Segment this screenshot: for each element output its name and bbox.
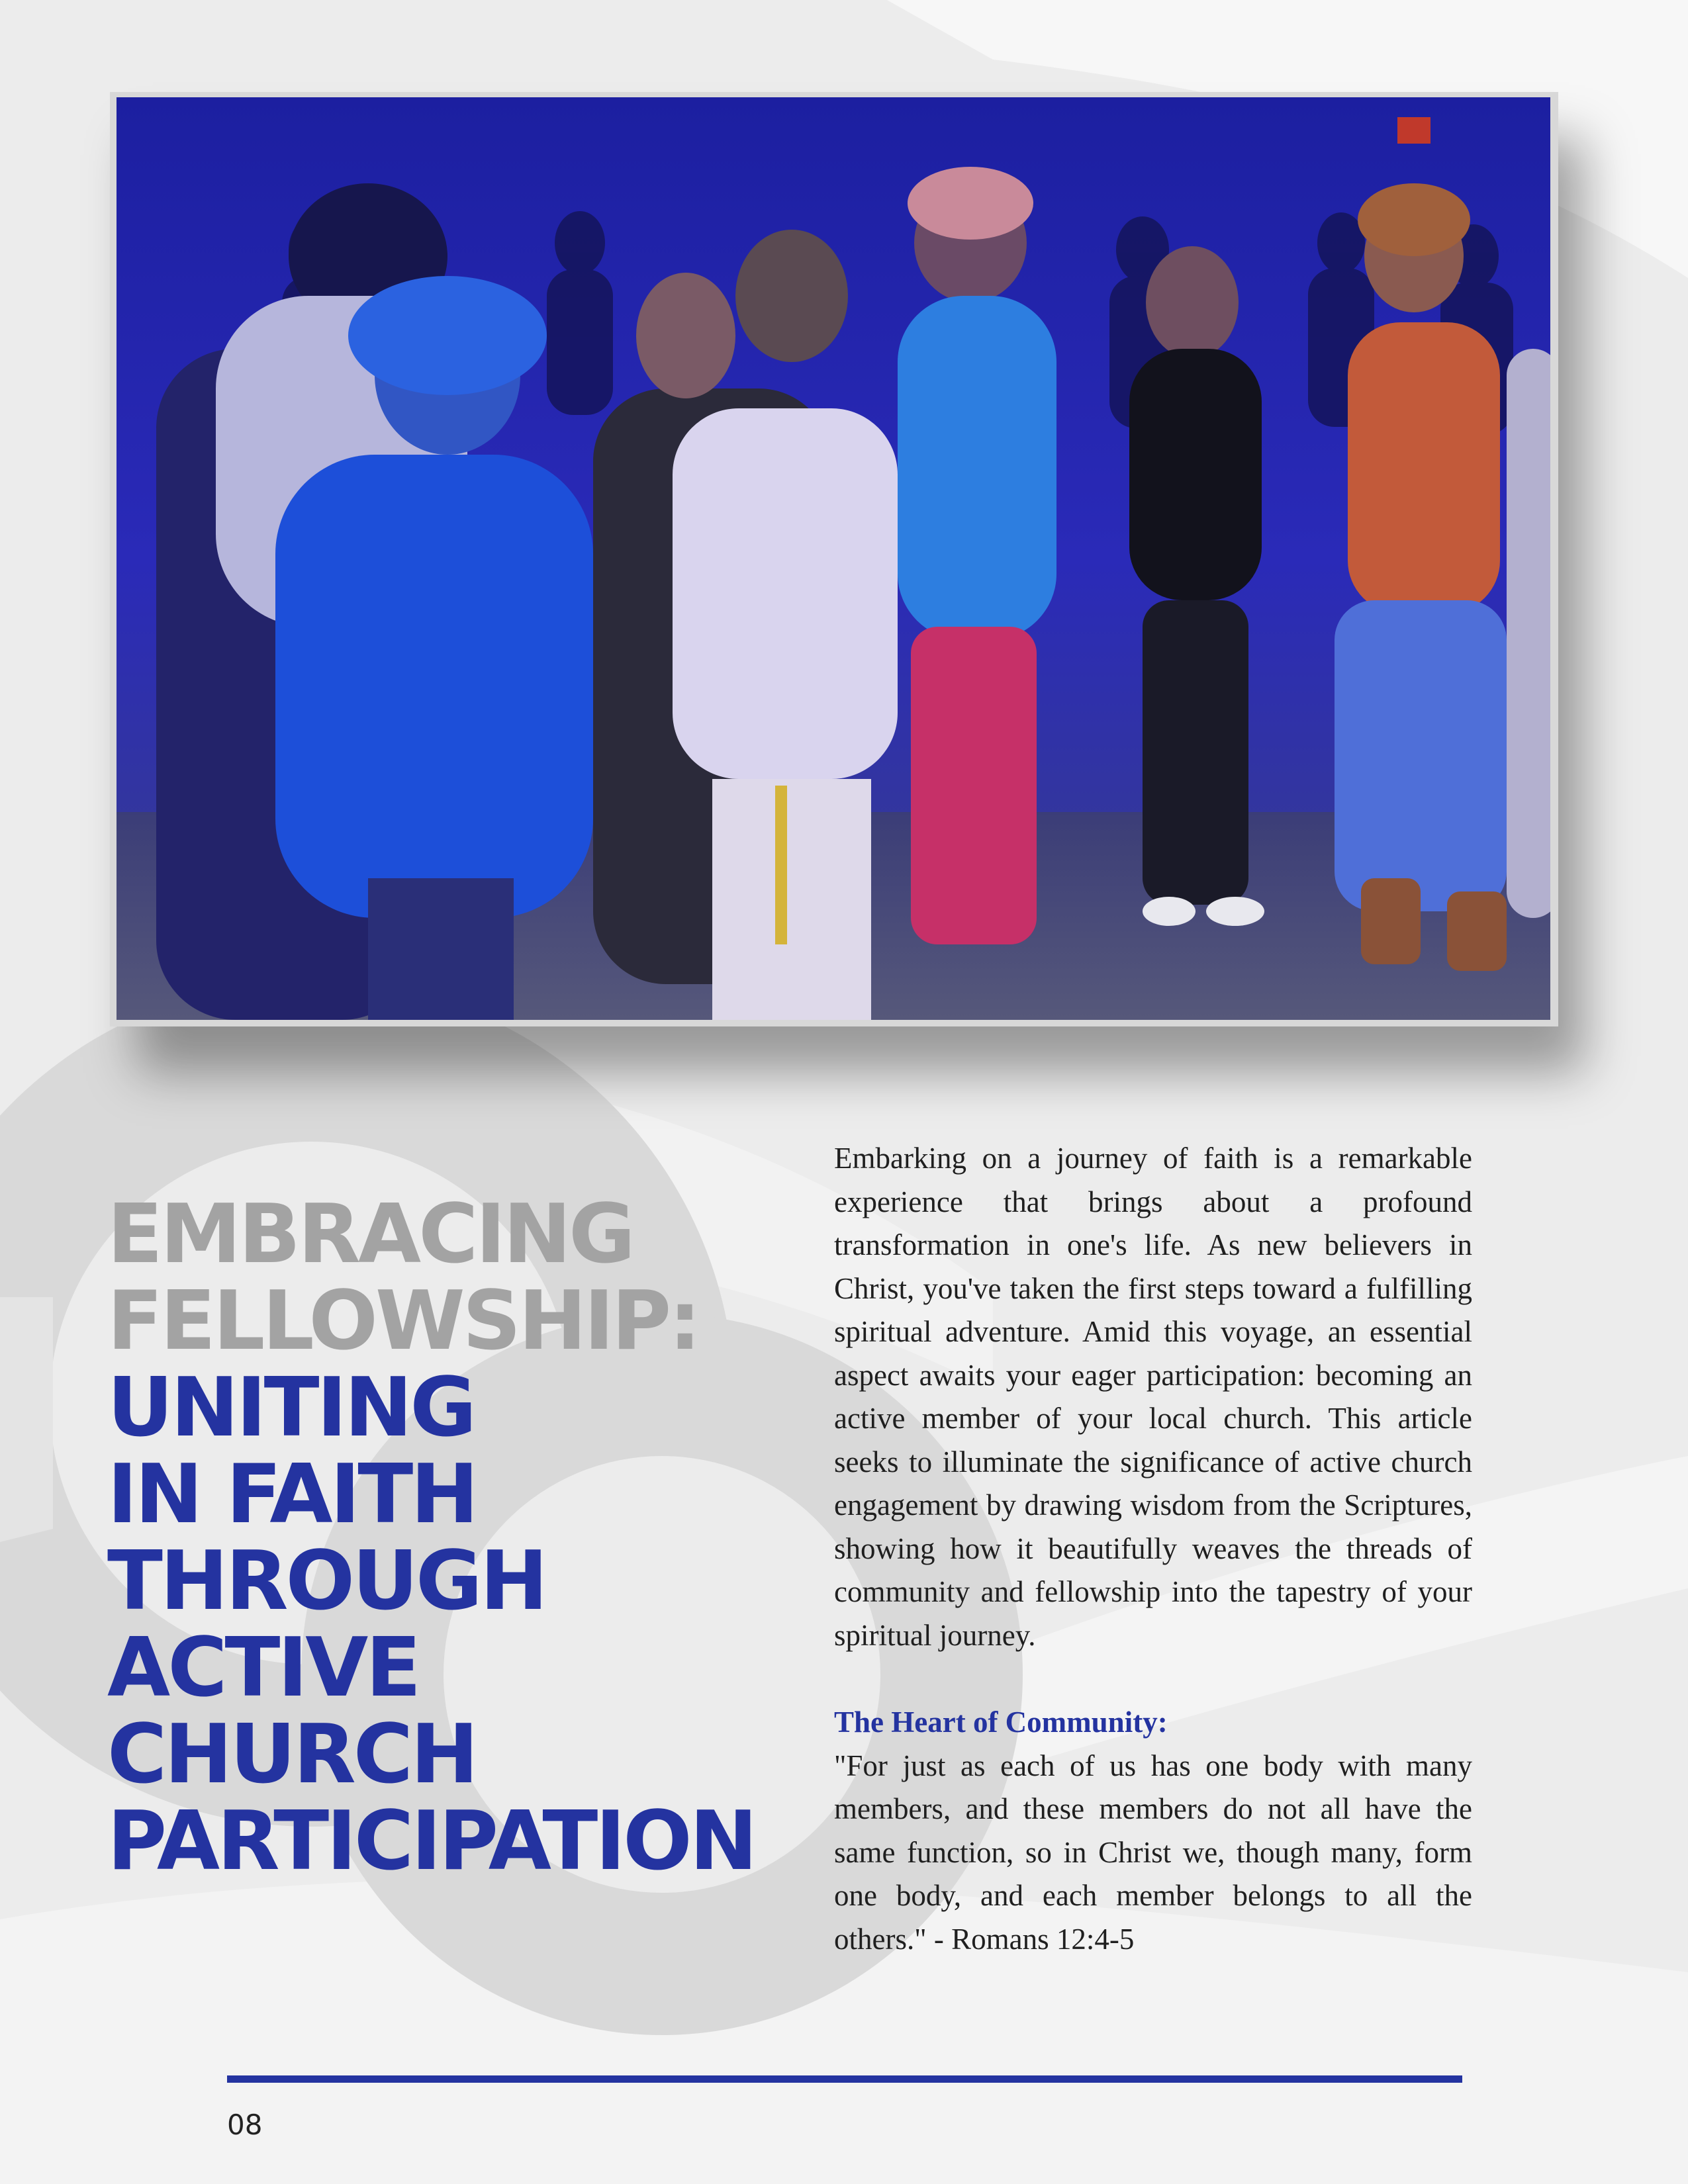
headline-line: PARTICIPATION: [107, 1794, 755, 1889]
headline-line: ACTIVE: [107, 1621, 419, 1715]
headline-line: FELLOWSHIP:: [107, 1274, 699, 1369]
headline-line: CHURCH: [107, 1707, 477, 1802]
article-headline: [107, 1187, 802, 1889]
footer-rule: [227, 2075, 1462, 2083]
headline-line: THROUGH: [107, 1534, 545, 1629]
headline-line: IN FAITH: [107, 1447, 477, 1542]
intro-paragraph: Embarking on a journey of faith is a remarkable experience that brings about a profound transformation in one's life. As new believers in Christ, you've taken the first steps toward a fulfilling spiritual adventure. Amid this voyage, an essential aspect awaits your eager participation: becoming an active member of your local church. This article seeks to illuminate the significance of active church engagement by drawing wisdom from the Scriptures, showing how it beautifully weaves the threads of community and fellowship into the tapestry of your spiritual journey.: [834, 1142, 1472, 1652]
photo-frame: [110, 92, 1558, 1026]
congregation-photo: [117, 97, 1550, 1020]
page-number: 08: [227, 2109, 263, 2141]
headline-line: UNITING: [107, 1361, 475, 1455]
article-body: [834, 1137, 1472, 1961]
headline-line: EMBRACING: [107, 1187, 633, 1282]
section-subheading: The Heart of Community:: [834, 1706, 1168, 1739]
scripture-quote: "For just as each of us has one body with many members, and these members do not all have the same function, so in Christ we, though many, form one body, and each member belongs to all the others." - Romans 12:4-5: [834, 1749, 1472, 1956]
